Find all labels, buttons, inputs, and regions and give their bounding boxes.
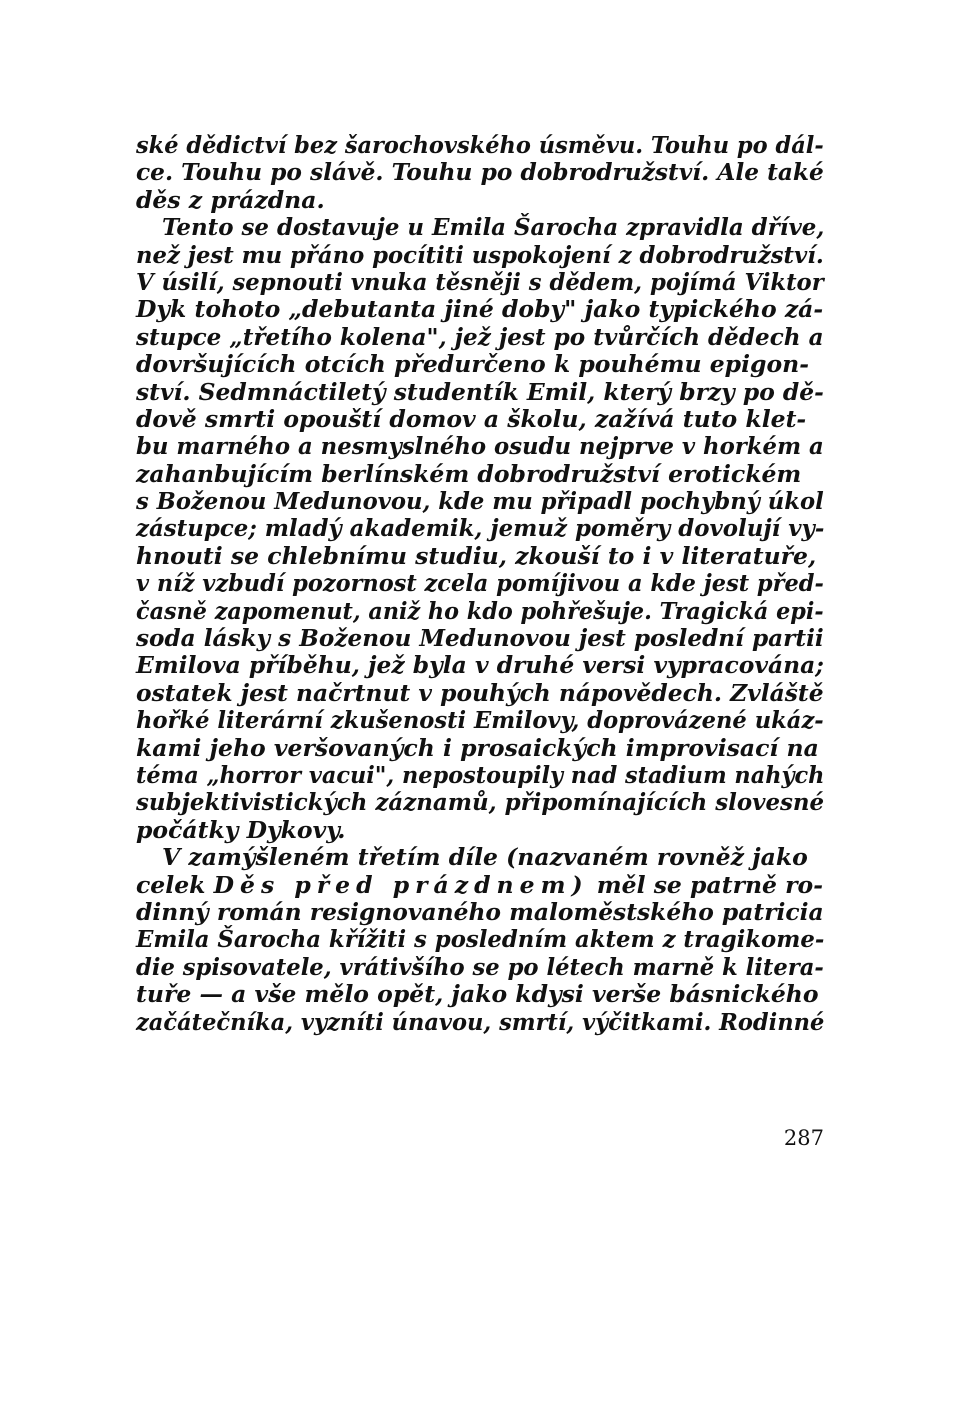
text-line: s Boženou Medunovou, kde mu připadl pochybný úkol (136, 487, 824, 516)
text-line: ostatek jest načrtnut v pouhých nápovědech. Zvláště (136, 678, 824, 707)
text-line: bu marného a nesmyslného osudu nejprve v horkém a (136, 432, 824, 461)
text-line: ce. Touhu po slávě. Touhu po dobrodružství. Ale také (136, 158, 824, 187)
text-line: Dyk tohoto „debutanta jiné doby" jako typického zá- (136, 295, 824, 324)
text-line: děs z prázdna. (136, 185, 325, 214)
body-text (136, 132, 824, 1036)
text-line: hořké literární zkušenosti Emilovy, doprovázené ukáz- (136, 706, 824, 735)
text-line: dovršujících otcích předurčeno k pouhému epigon- (136, 350, 809, 379)
text-line: dově smrti opouští domov a školu, zažívá tuto klet- (136, 404, 807, 433)
text-fragment: měl se patrně ro- (596, 870, 823, 899)
text-line: v níž vzbudí pozornost zcela pomíjivou a kde jest před- (136, 569, 824, 598)
text-line: tuře — a vše mělo opět, jako kdysi verše básnického (136, 980, 819, 1009)
text-line: začátečníka, vyzníti únavou, smrtí, výčitkami. Rodinné (136, 1007, 825, 1036)
text-line: ské dědictví bez šarochovského úsměvu. Touhu po dál- (136, 131, 824, 159)
spaced-title: Děs před prázdnem) (213, 870, 589, 899)
text-line: dinný román resignovaného maloměstského patricia (136, 897, 824, 926)
text-line: Tento se dostavuje u Emila Šarocha zpravidla dříve, (162, 213, 825, 242)
text-line: zahanbujícím berlínském dobrodružství erotickém (136, 459, 802, 488)
text-line: Emilova příběhu, jež byla v druhé versi vypracována; (136, 651, 824, 680)
text-line: V úsilí, sepnouti vnuka těsněji s dědem, pojímá Viktor (136, 267, 824, 296)
text-line: časně zapomenut, aniž ho kdo pohřešuje. Tragická epi- (136, 596, 824, 625)
page-number: 287 (783, 1126, 824, 1150)
text-line: die spisovatele, vrátivšího se po létech marně k litera- (136, 952, 824, 981)
text-line: počátky Dykovy. (136, 815, 346, 844)
text-line: hnouti se chlebnímu studiu, zkouší to i v literatuře, (136, 541, 817, 570)
text-line: V zamýšleném třetím díle (nazvaném rovněž jako (162, 843, 808, 872)
text-line: soda lásky s Boženou Medunovou jest poslední partii (136, 624, 824, 653)
text-line: kami jeho veršovaných i prosaických improvisací na (136, 733, 819, 762)
text-line: subjektivistických záznamů, připomínajících slovesné (136, 788, 825, 817)
text-line: než jest mu přáno pocítiti uspokojení z dobrodružství. (136, 240, 824, 269)
text-line: stupce „třetího kolena", jež jest po tvůrčích dědech a (136, 322, 824, 351)
text-line: zástupce; mladý akademik, jemuž poměry dovolují vy- (136, 514, 825, 543)
text-line: ství. Sedmnáctiletý studentík Emil, který brzy po dě- (136, 377, 824, 406)
text-line: Emila Šarocha křížiti s posledním aktem z tragikome- (136, 925, 825, 954)
text-line-with-spaced-title (136, 872, 824, 899)
text-line: téma „horror vacui", nepostoupily nad stadium nahých (136, 760, 825, 789)
text-fragment: celek (136, 870, 206, 899)
